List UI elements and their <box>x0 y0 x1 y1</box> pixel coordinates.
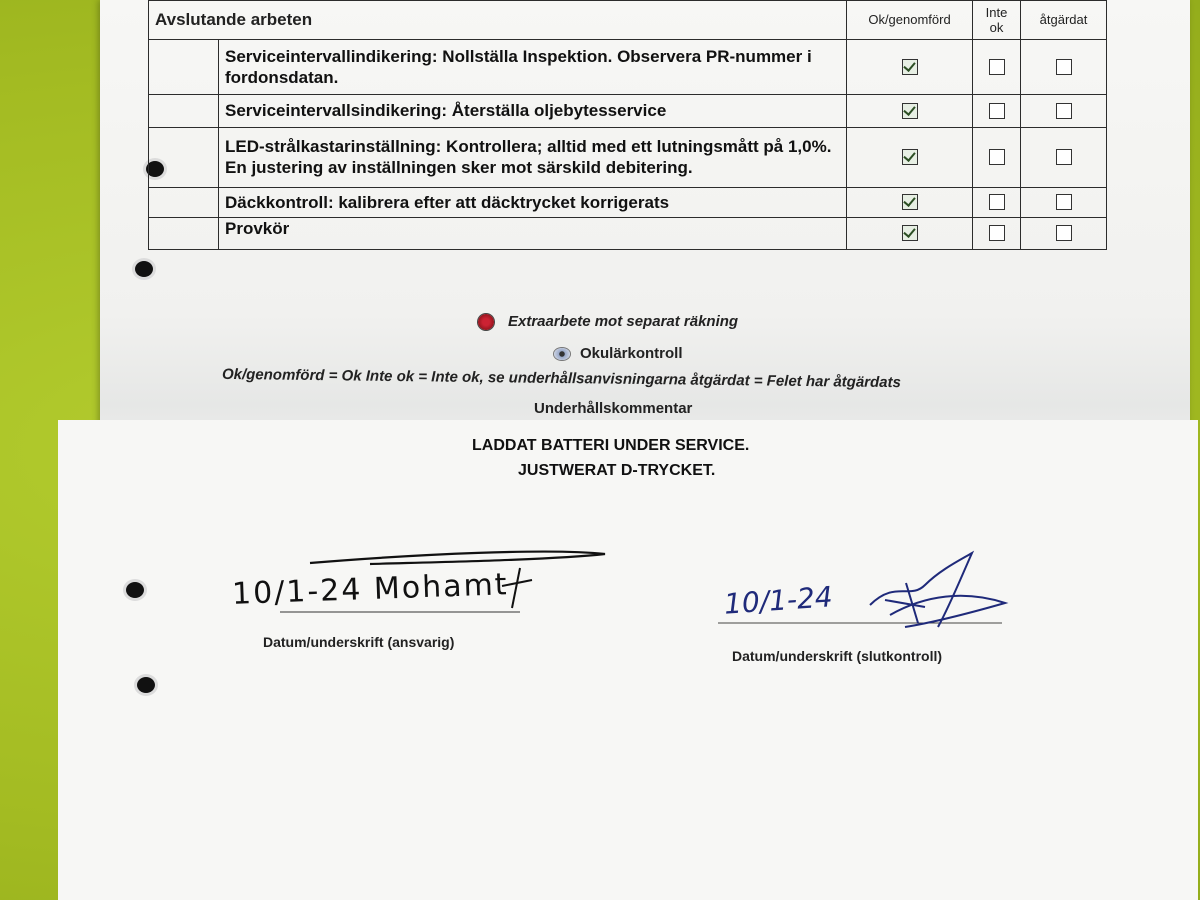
checkbox-empty-icon <box>989 225 1005 241</box>
legend-key-text: Ok/genomförd = Ok Inte ok = Inte ok, se underhållsanvisningarna åtgärdat = Felet har åtgärdats <box>221 365 902 392</box>
eye-icon <box>554 348 570 360</box>
column-header-ok: Ok/genomförd <box>847 1 973 40</box>
checklist-table-container <box>148 0 1106 250</box>
checkbox-empty-icon <box>989 59 1005 75</box>
checklist-header-row <box>149 1 1107 40</box>
table-row <box>149 39 1107 95</box>
right-handwritten-date: 10/1-24 <box>722 580 834 621</box>
comment-line: JUSTWERAT D-TRYCKET. <box>518 462 716 479</box>
punch-hole <box>137 677 155 693</box>
punch-hole <box>126 582 144 598</box>
checkbox-empty-icon <box>1056 225 1072 241</box>
row-margin-cell <box>149 217 219 249</box>
checkbox-cell-ok <box>847 39 973 95</box>
row-margin-cell <box>149 39 219 95</box>
comment-line: LADDAT BATTERI UNDER SERVICE. <box>472 437 750 454</box>
checkbox-cell-atgardat <box>1021 39 1107 95</box>
legend-visual-check-text: Okulärkontroll <box>580 345 683 362</box>
column-header-atgardat: åtgärdat <box>1021 1 1107 40</box>
service-document-page-lower <box>58 420 1198 900</box>
checkbox-checked-icon <box>902 149 918 165</box>
checkbox-cell-atgardat <box>1021 217 1107 249</box>
row-margin-cell <box>149 127 219 187</box>
checklist-table <box>148 0 1107 250</box>
checkbox-cell-inte-ok <box>973 217 1021 249</box>
checkbox-cell-atgardat <box>1021 127 1107 187</box>
checkbox-empty-icon <box>1056 103 1072 119</box>
checkbox-checked-icon <box>902 59 918 75</box>
comment-title: Underhållskommentar <box>534 400 693 417</box>
legend-visual-check <box>554 345 683 362</box>
checkbox-cell-inte-ok <box>973 95 1021 127</box>
checkbox-checked-icon <box>902 103 918 119</box>
table-row <box>149 95 1107 127</box>
task-text: Serviceintervallsindikering: Återställa oljebytesservice <box>219 95 847 127</box>
red-dot-icon <box>478 314 494 330</box>
checkbox-cell-inte-ok <box>973 127 1021 187</box>
column-header-inte-ok: Inte ok <box>973 1 1021 40</box>
checkbox-checked-icon <box>902 225 918 241</box>
checkbox-empty-icon <box>1056 59 1072 75</box>
checkbox-checked-icon <box>902 194 918 210</box>
section-title: Avslutande arbeten <box>149 1 847 40</box>
task-text: Serviceintervallindikering: Nollställa Inspektion. Observera PR-nummer i fordonsdatan. <box>219 39 847 95</box>
legend-extra-work <box>478 313 738 330</box>
table-row <box>149 187 1107 217</box>
task-text: Däckkontroll: kalibrera efter att däcktrycket korrigerats <box>219 187 847 217</box>
checkbox-cell-ok <box>847 217 973 249</box>
checkbox-cell-ok <box>847 95 973 127</box>
checkbox-cell-inte-ok <box>973 187 1021 217</box>
table-row <box>149 217 1107 249</box>
punch-hole <box>135 261 153 277</box>
task-text: LED-strålkastarinställning: Kontrollera; alltid med ett lutningsmått på 1,0%. En justering av inställningen sker mot särskild debitering. <box>219 127 847 187</box>
table-row <box>149 127 1107 187</box>
checkbox-empty-icon <box>989 103 1005 119</box>
checkbox-cell-inte-ok <box>973 39 1021 95</box>
right-signature-label: Datum/underskrift (slutkontroll) <box>732 648 943 664</box>
checkbox-cell-atgardat <box>1021 187 1107 217</box>
checkbox-cell-atgardat <box>1021 95 1107 127</box>
checkbox-empty-icon <box>1056 194 1072 210</box>
legend-extra-work-text: Extraarbete mot separat räkning <box>508 313 739 330</box>
checkbox-cell-ok <box>847 187 973 217</box>
checkbox-empty-icon <box>1056 149 1072 165</box>
left-handwritten-date-signature: 10/1-24 Mohamt <box>231 567 510 612</box>
row-margin-cell <box>149 187 219 217</box>
task-text: Provkör <box>219 217 847 249</box>
left-signature-label: Datum/underskrift (ansvarig) <box>263 634 455 650</box>
checkbox-empty-icon <box>989 194 1005 210</box>
checkbox-cell-ok <box>847 127 973 187</box>
checkbox-empty-icon <box>989 149 1005 165</box>
row-margin-cell <box>149 95 219 127</box>
